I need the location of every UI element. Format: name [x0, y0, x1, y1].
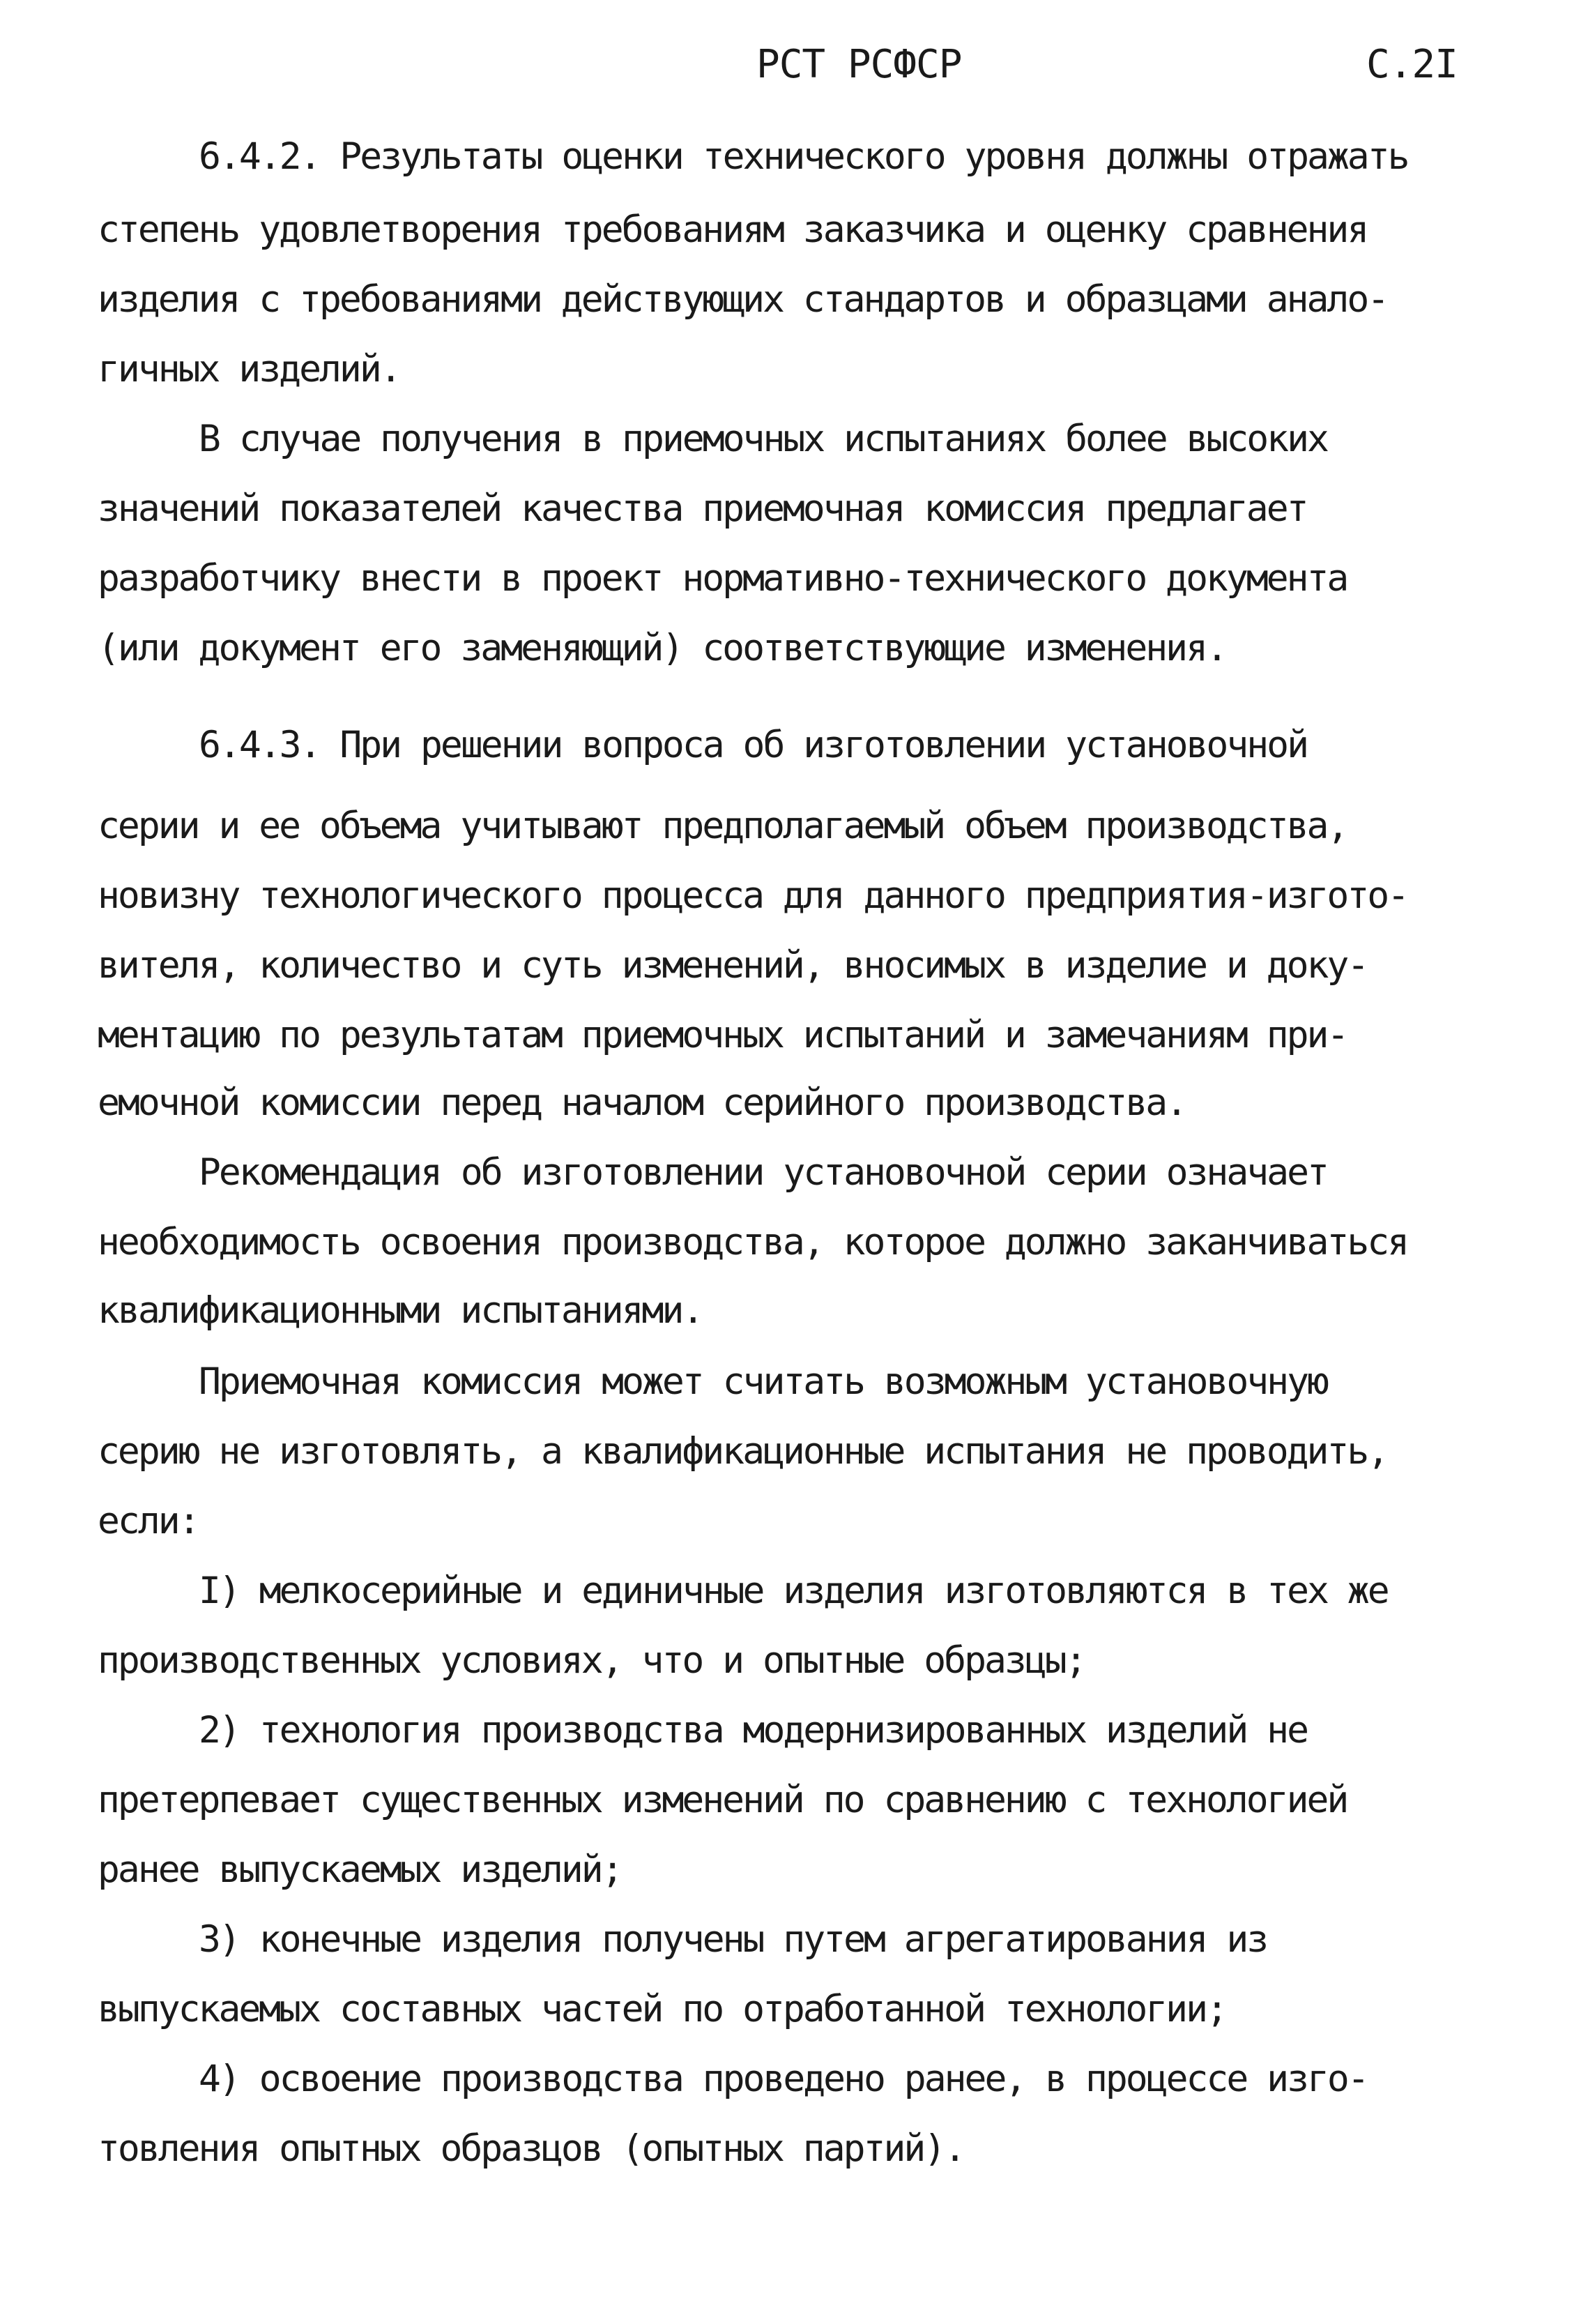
text-line: новизну технологического процесса для данного предприятия-изгото-	[98, 874, 1408, 917]
text-line: Приемочная комиссия может считать возможным установочную	[199, 1360, 1327, 1403]
list-item-line: выпускаемых составных частей по отработанной технологии;	[98, 1988, 1226, 2030]
list-item-line: 3) конечные изделия получены путем агрегатирования из	[199, 1918, 1267, 1961]
list-item-line: 4) освоение производства проведено ранее, в процессе изго-	[199, 2058, 1368, 2100]
text-line: необходимость освоения производства, которое должно заканчиваться	[98, 1221, 1408, 1263]
header-standard: РСТ РСФСР	[756, 42, 962, 87]
text-line: (или документ его заменяющий) соответствующие изменения.	[98, 627, 1226, 669]
text-line: значений показателей качества приемочная комиссия предлагает	[98, 487, 1307, 530]
text-line: гичных изделий.	[98, 348, 400, 390]
list-item-line: претерпевает существенных изменений по сравнению с технологией	[98, 1779, 1347, 1821]
text-line: степень удовлетворения требованиям заказчика и оценку сравнения	[98, 208, 1368, 251]
text-line: ментацию по результатам приемочных испытаний и замечаниям при-	[98, 1014, 1347, 1056]
text-line: вителя, количество и суть изменений, вносимых в изделие и доку-	[98, 944, 1368, 987]
text-line: 6.4.3. При решении вопроса об изготовлении установочной	[199, 724, 1307, 766]
list-item-line: I) мелкосерийные и единичные изделия изготовляются в тех же	[199, 1570, 1388, 1612]
list-item-line: ранее выпускаемых изделий;	[98, 1848, 622, 1891]
text-line: В случае получения в приемочных испытаниях более высоких	[199, 418, 1327, 460]
text-line: разработчику внести в проект нормативно-технического документа	[98, 557, 1347, 600]
list-item-line: производственных условиях, что и опытные образцы;	[98, 1639, 1085, 1682]
text-line: серии и ее объема учитывают предполагаемый объем производства,	[98, 805, 1347, 847]
text-line: серию не изготовлять, а квалификационные испытания не проводить,	[98, 1430, 1388, 1473]
text-line: изделия с требованиями действующих стандартов и образцами анало-	[98, 278, 1388, 321]
list-item-line: товления опытных образцов (опытных партий).	[98, 2127, 965, 2170]
text-line: квалификационными испытаниями.	[98, 1289, 703, 1332]
text-line: 6.4.2. Результаты оценки технического уровня должны отражать	[199, 135, 1408, 178]
text-line: если:	[98, 1500, 199, 1542]
list-item-line: 2) технология производства модернизированных изделий не	[199, 1709, 1307, 1752]
text-line: Рекомендация об изготовлении установочной серии означает	[199, 1151, 1327, 1194]
header-page-number: С.2I	[1366, 42, 1458, 87]
text-line: емочной комиссии перед началом серийного производства.	[98, 1081, 1186, 1124]
